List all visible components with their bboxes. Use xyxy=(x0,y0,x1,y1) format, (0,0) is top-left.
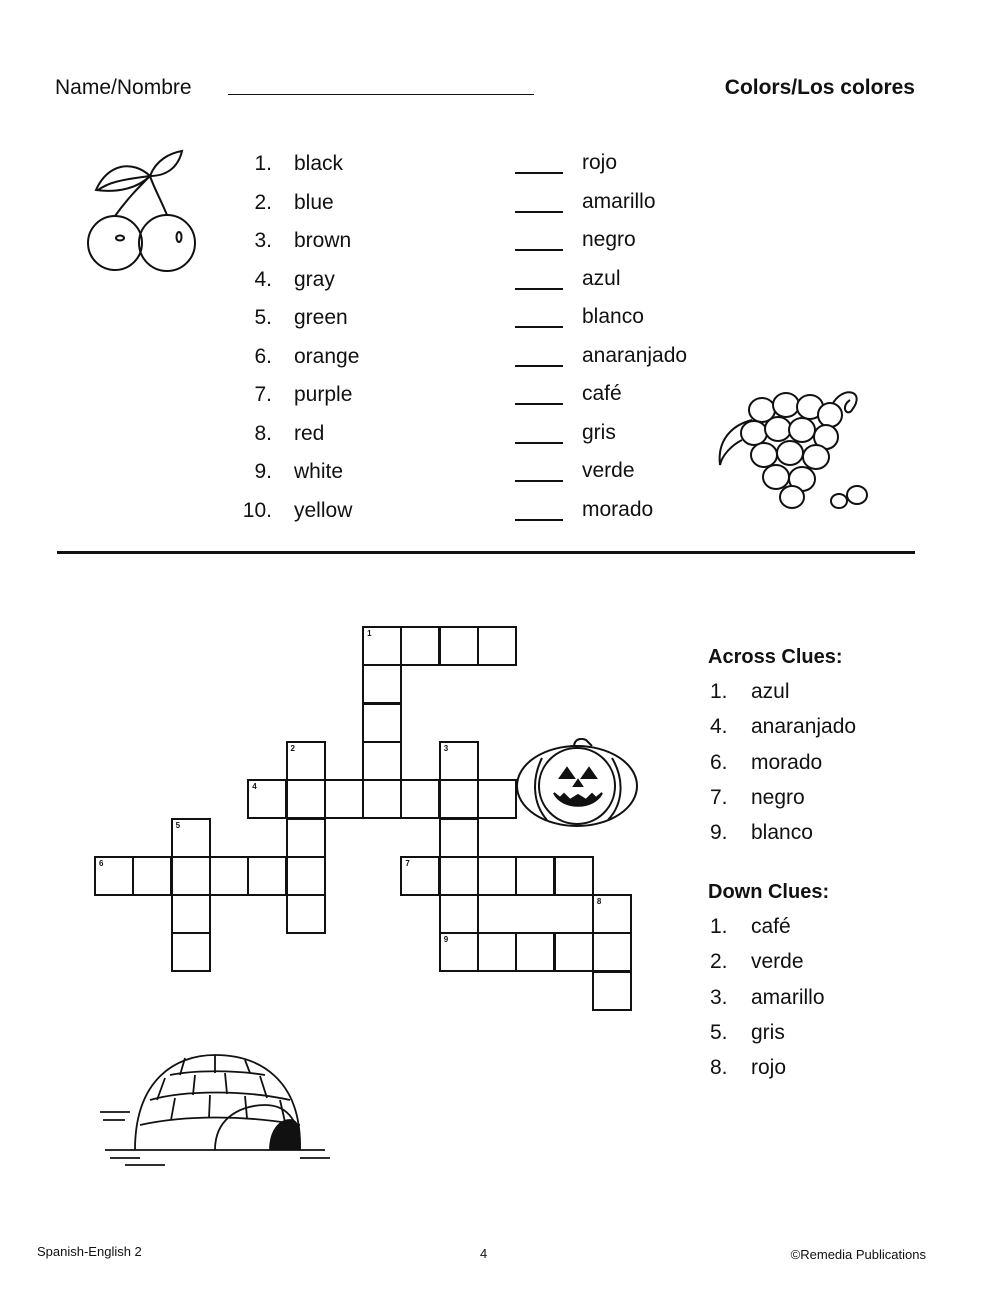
clue-number: 1. xyxy=(710,915,728,938)
answer-blank[interactable] xyxy=(515,519,563,521)
crossword-cell[interactable] xyxy=(439,741,479,781)
crossword-cell[interactable] xyxy=(286,779,326,819)
answer-blank[interactable] xyxy=(515,172,563,174)
crossword-cell[interactable] xyxy=(400,856,440,896)
crossword-cell[interactable] xyxy=(362,741,402,781)
across-clue: anaranjado xyxy=(751,715,857,739)
answer-blank[interactable] xyxy=(515,403,563,405)
grapes-icon xyxy=(712,385,872,515)
crossword-cell[interactable] xyxy=(439,779,479,819)
page-number: 4 xyxy=(480,1246,488,1261)
section-divider xyxy=(57,551,915,554)
item-number: 5. xyxy=(254,306,272,329)
clue-number: 4. xyxy=(710,715,728,739)
crossword-cell[interactable] xyxy=(439,818,479,858)
clue-number: 7. xyxy=(710,785,728,809)
crossword-cell[interactable] xyxy=(171,856,211,896)
crossword-cell[interactable] xyxy=(592,894,632,934)
clue-number: 6. xyxy=(710,750,728,774)
down-clue: verde xyxy=(751,950,804,974)
spanish-word: azul xyxy=(582,266,621,290)
answer-blank[interactable] xyxy=(515,365,563,367)
answer-blank[interactable] xyxy=(515,288,563,290)
clue-number: 7 xyxy=(405,858,410,868)
english-word: orange xyxy=(294,344,360,368)
clue-number: 8. xyxy=(710,1056,728,1080)
english-word: purple xyxy=(294,383,353,406)
english-word: brown xyxy=(294,229,352,252)
across-clue: negro xyxy=(751,785,805,809)
crossword-cell[interactable] xyxy=(554,856,594,896)
crossword-cell[interactable] xyxy=(477,856,517,896)
item-number: 6. xyxy=(254,344,272,368)
footer-right: ©Remedia Publications xyxy=(790,1247,926,1262)
crossword-cell[interactable] xyxy=(477,932,517,972)
spanish-word: gris xyxy=(582,420,616,444)
down-clue: café xyxy=(751,915,791,938)
spanish-word: morado xyxy=(582,497,654,521)
clue-number: 9 xyxy=(443,935,449,945)
item-number: 2. xyxy=(254,190,272,214)
crossword-cell[interactable] xyxy=(247,779,287,819)
down-clues-heading: Down Clues: xyxy=(708,881,830,903)
item-number: 4. xyxy=(254,267,272,291)
answer-blank[interactable] xyxy=(515,249,563,251)
name-label: Name/Nombre xyxy=(55,76,192,99)
crossword-cell[interactable] xyxy=(439,856,479,896)
answer-blank[interactable] xyxy=(515,326,563,328)
answer-blank[interactable] xyxy=(515,211,563,213)
english-word: gray xyxy=(294,267,335,291)
crossword-cell[interactable] xyxy=(247,856,287,896)
crossword-cell[interactable] xyxy=(209,856,249,896)
crossword-cell[interactable] xyxy=(515,856,555,896)
clue-number: 4 xyxy=(252,782,257,792)
english-word: blue xyxy=(294,190,334,214)
crossword-cell[interactable] xyxy=(362,664,402,704)
footer-left: Spanish-English 2 xyxy=(37,1244,142,1259)
clue-number: 1 xyxy=(367,629,372,638)
down-clue: rojo xyxy=(751,1056,787,1080)
crossword-cell[interactable] xyxy=(592,971,632,1011)
crossword-cell[interactable] xyxy=(171,932,211,972)
spanish-word: rojo xyxy=(582,151,618,174)
down-clue: amarillo xyxy=(751,985,825,1009)
clue-number: 1. xyxy=(710,680,728,703)
across-clues-heading: Across Clues: xyxy=(708,646,843,668)
crossword-cell[interactable] xyxy=(324,779,364,819)
spanish-word: blanco xyxy=(582,305,644,328)
spanish-word: anaranjado xyxy=(582,343,688,367)
clue-number: 3. xyxy=(710,985,728,1009)
crossword-cell[interactable] xyxy=(286,894,326,934)
crossword-cell[interactable] xyxy=(439,932,479,972)
crossword-cell[interactable] xyxy=(477,779,517,819)
crossword-cell[interactable] xyxy=(171,818,211,858)
item-number: 3. xyxy=(254,229,272,252)
clue-number: 3 xyxy=(443,743,449,753)
crossword-cell[interactable] xyxy=(515,932,555,972)
english-word: green xyxy=(294,306,348,329)
crossword-cell[interactable] xyxy=(477,626,517,666)
cherries-icon xyxy=(78,148,203,273)
clue-number: 5 xyxy=(175,820,181,830)
spanish-word: amarillo xyxy=(582,189,656,213)
spanish-word: café xyxy=(582,382,622,405)
english-word: yellow xyxy=(294,498,353,522)
crossword-cell[interactable] xyxy=(286,818,326,858)
item-number: 1. xyxy=(254,152,272,175)
crossword-cell[interactable] xyxy=(286,741,326,781)
english-word: red xyxy=(294,421,325,445)
down-clue: gris xyxy=(751,1020,785,1044)
clue-number: 5. xyxy=(710,1020,728,1044)
across-clue: blanco xyxy=(751,821,813,845)
english-word: black xyxy=(294,152,344,175)
clue-number: 2. xyxy=(710,950,728,974)
crossword-cell[interactable] xyxy=(132,856,172,896)
across-clue: azul xyxy=(751,680,790,703)
crossword-cell[interactable] xyxy=(171,894,211,934)
clue-number: 2 xyxy=(290,743,295,753)
clue-number: 6 xyxy=(99,858,104,868)
item-number: 10. xyxy=(242,498,272,522)
item-number: 7. xyxy=(254,383,272,406)
clue-number: 8 xyxy=(596,897,602,907)
crossword-cell[interactable] xyxy=(362,626,402,666)
crossword-cell[interactable] xyxy=(400,779,440,819)
crossword-cell[interactable] xyxy=(439,894,479,934)
jack-o-lantern-icon xyxy=(512,738,652,830)
crossword-cell[interactable] xyxy=(362,779,402,819)
name-field[interactable] xyxy=(228,94,534,95)
crossword-cell[interactable] xyxy=(592,932,632,972)
answer-blank[interactable] xyxy=(515,480,563,482)
spanish-word: verde xyxy=(582,459,635,482)
crossword-cell[interactable] xyxy=(286,856,326,896)
across-clue: morado xyxy=(751,750,823,774)
answer-blank[interactable] xyxy=(515,442,563,444)
crossword-cell[interactable] xyxy=(554,932,594,972)
page-title: Colors/Los colores xyxy=(724,76,915,99)
item-number: 9. xyxy=(254,460,272,483)
english-word: white xyxy=(294,460,344,483)
crossword-cell[interactable] xyxy=(94,856,134,896)
crossword-cell[interactable] xyxy=(400,626,440,666)
clue-number: 9. xyxy=(710,821,728,845)
igloo-icon xyxy=(95,1040,335,1170)
item-number: 8. xyxy=(254,421,272,445)
crossword-cell[interactable] xyxy=(439,626,479,666)
spanish-word: negro xyxy=(582,228,636,251)
crossword-cell[interactable] xyxy=(362,703,402,743)
